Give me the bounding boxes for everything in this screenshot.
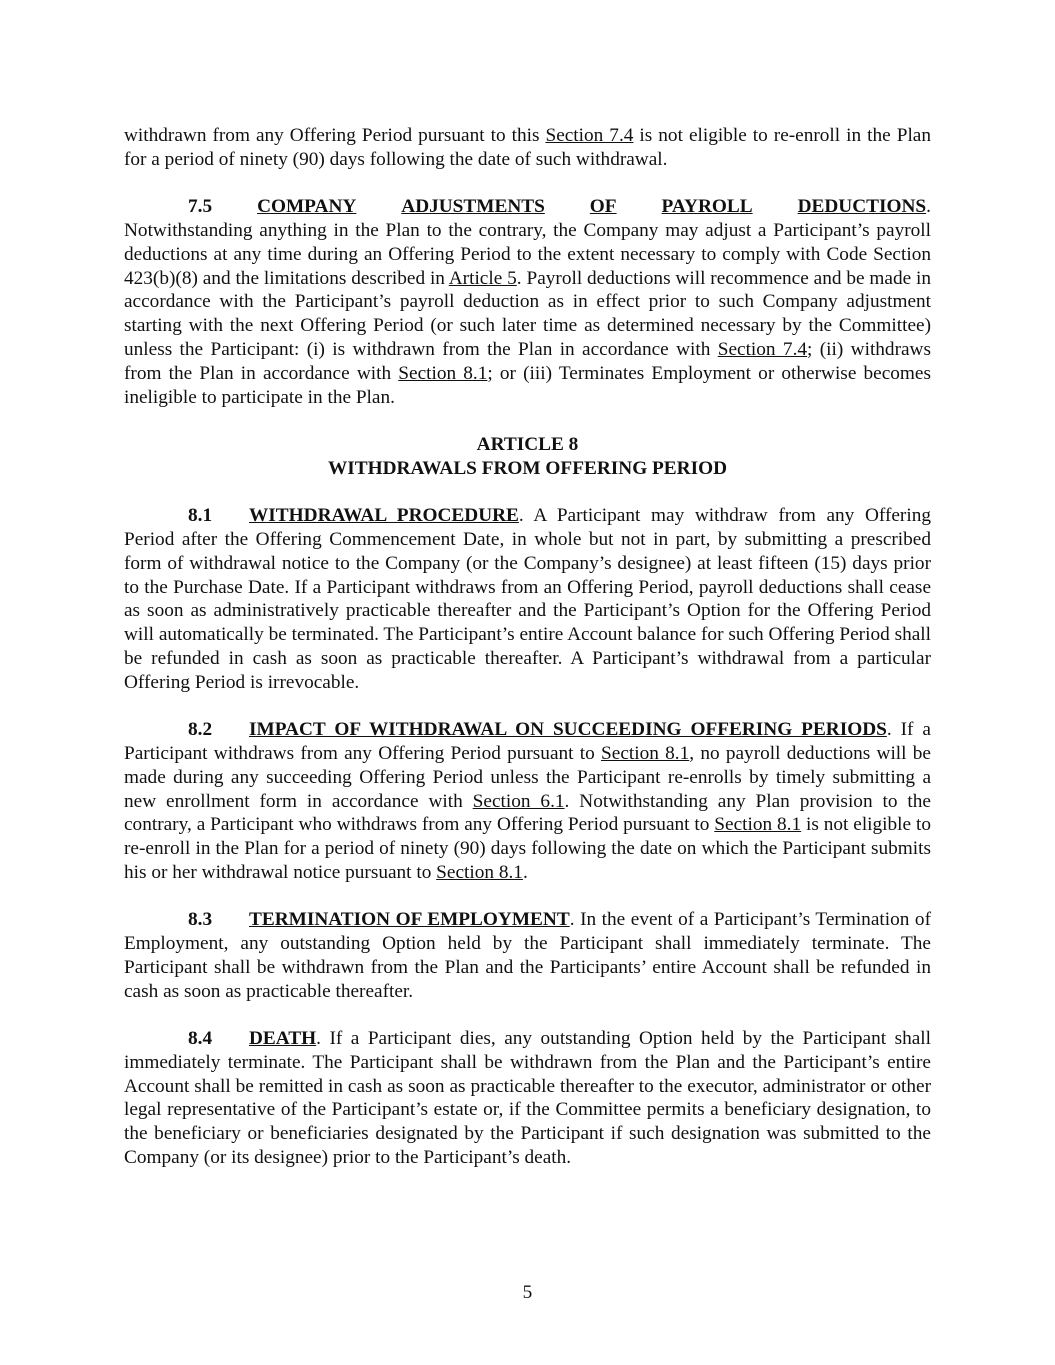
section-8-1-reference: Section 8.1 bbox=[436, 861, 523, 883]
section-7-4-reference: Section 7.4 bbox=[545, 125, 634, 146]
section-8-4-heading: DEATH bbox=[249, 1028, 317, 1050]
section-8-1-reference: Section 8.1 bbox=[601, 742, 690, 764]
section-8-2-heading: IMPACT OF WITHDRAWAL ON SUCCEEDING OFFERING PERIODS bbox=[249, 719, 887, 741]
section-7-4-reference: Section 7.4 bbox=[717, 338, 808, 360]
document-page bbox=[124, 124, 931, 1170]
section-8-1-reference: Section 8.1 bbox=[398, 362, 488, 384]
paragraph-7-4-continuation: withdrawn from any Offering Period pursuant to this Section 7.4 is not eligible to re-enroll in the Plan for a period of ninety (90) days following the date of such withdrawal. bbox=[124, 125, 931, 170]
section-7-5-body: Notwithstanding anything in the Plan to the contrary, the Company may adjust a Participant’s payroll deductions at any time during an Offering Period to the extent necessary to comply with Code Section 423(b)(8) and the limitations described in Article 5. Payroll deductions will recommence and be made in accordance with the Participant’s payroll deduction as in effect prior to such Company adjustment starting with the next Offering Period (or such later time as determined necessary by the Committee) unless the Participant: (i) is withdrawn from the Plan in accordance with Section 7.4; (ii) withdraws from the Plan in accordance with Section 8.1; or (iii) Terminates Employment or otherwise becomes ineligible to participate in the Plan. bbox=[124, 219, 932, 408]
article-8-heading: ARTICLE 8 WITHDRAWALS FROM OFFERING PERIOD bbox=[327, 433, 728, 479]
section-6-1-reference: Section 6.1 bbox=[472, 790, 565, 812]
page-number: 5 bbox=[522, 1282, 533, 1303]
section-8-4: 8.4 DEATH. If a Participant dies, any outstanding Option held by the Participant shall immediately terminate. The Participant shall be withdrawn from the Plan and the Participant’s entire Account shall be remitted in cash as soon as practicable thereafter to the executor, administrator or other legal representative of the Participant’s estate or, if the Committee permits a beneficiary designation, to the beneficiary or beneficiaries designated by the Participant if such designation was submitted to the Company (or its designee) prior to the Participant’s death. bbox=[124, 1028, 931, 1169]
section-8-2: 8.2 IMPACT OF WITHDRAWAL ON SUCCEEDING OFFERING PERIODS. If a Participant withdraws from any Offering Period pursuant to Section 8.1, no payroll deductions will be made during any succeeding Offering Period unless the Participant re-enrolls by timely submitting a new enrollment form in accordance with Section 6.1. Notwithstanding any Plan provision to the contrary, a Participant who withdraws from any Offering Period pursuant to Section 8.1 is not eligible to re-enroll in the Plan for a period of ninety (90) days following the date on which the Participant submits his or her withdrawal notice pursuant to Section 8.1. bbox=[124, 719, 931, 883]
article-5-reference: Article 5 bbox=[448, 267, 517, 289]
section-7-5-heading: 7.5 COMPANY ADJUSTMENTS OF PAYROLL DEDUCTIONS. bbox=[188, 196, 931, 218]
section-8-3: 8.3 TERMINATION OF EMPLOYMENT. In the event of a Participant’s Termination of Employment, any outstanding Option held by the Participant shall immediately terminate. The Participant shall be withdrawn from the Plan and the Participants’ entire Account shall be refunded in cash as soon as practicable thereafter. bbox=[124, 909, 931, 1002]
section-8-1-heading: WITHDRAWAL PROCEDURE bbox=[249, 505, 519, 527]
section-8-1: 8.1 WITHDRAWAL PROCEDURE. A Participant may withdraw from any Offering Period after the Offering Commencement Date, in whole but not in part, by submitting a prescribed form of withdrawal notice to the Company (or the Company’s designee) at least fifteen (15) days prior to the Purchase Date. If a Participant withdraws from an Offering Period, payroll deductions shall cease as soon as administratively practicable thereafter and the Participant’s Option for the Offering Period will automatically be terminated. The Participant’s entire Account balance for such Offering Period shall be refunded in cash as soon as practicable thereafter. A Participant’s withdrawal from a particular Offering Period is irrevocable. bbox=[124, 505, 931, 693]
section-8-3-heading: TERMINATION OF EMPLOYMENT bbox=[249, 909, 570, 931]
section-8-1-reference: Section 8.1 bbox=[714, 814, 802, 836]
section-7-5 bbox=[124, 195, 931, 409]
